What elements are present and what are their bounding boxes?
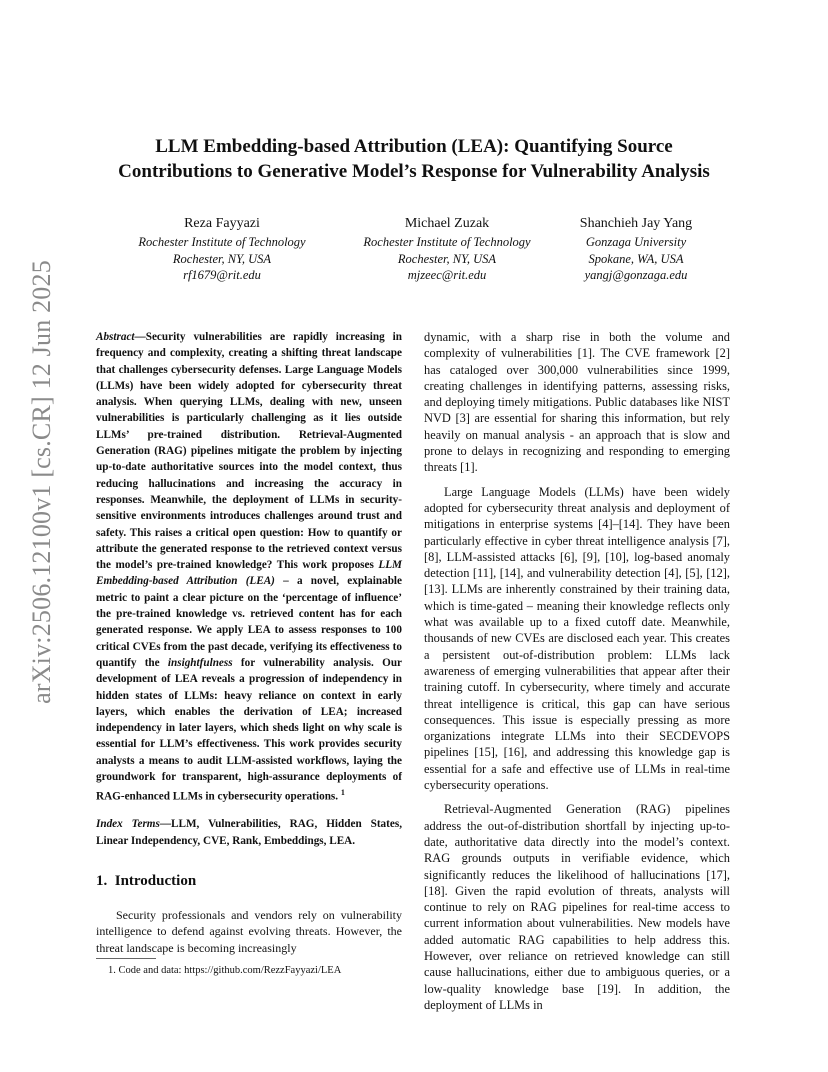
author-1 xyxy=(107,214,337,284)
title-line-1: LLM Embedding-based Attribution (LEA): Quantifying Source xyxy=(155,136,673,157)
title-line-2: Contributions to Generative Model’s Response for Vulnerability Analysis xyxy=(118,161,710,182)
right-paragraph-3: Retrieval-Augmented Generation (RAG) pipelines address the out-of-distribution shortfall by injecting up-to-date, authoritative data directly into the model’s context. RAG grounds outputs in verifiable evidence, which significantly reduces the likelihood of hallucinations [17], [18]. Given the rapid evolution of threats, analysts will continue to rely on RAG pipelines for real-time access to current information about vulnerabilities. New models have added automatic RAG capabilities to help address this. However, over reliance on retrieved knowledge can still cause hallucinations, either due to ambiguous queries, or a low-quality knowledge base [19]. In addition, the deployment of LLMs in xyxy=(424,802,730,1012)
author-name: Michael Zuzak xyxy=(404,216,490,231)
abstract-text-2: – a novel, explainable metric to paint a clear picture on the ‘percentage of influence’ the pre-trained knowledge vs. retrieved content has for each generated response. We apply LEA to assess responses to 100 critical CVEs from the past decade, verifying its effectiveness to quantify the xyxy=(96,575,402,669)
author-location: Rochester, NY, USA xyxy=(397,251,497,266)
index-terms-text: —LLM, Vulnerabilities, RAG, Hidden States, Linear Independency, CVE, Rank, Embeddings, LEA. xyxy=(96,818,402,847)
author-affiliation: Gonzaga University xyxy=(585,235,687,249)
index-terms xyxy=(96,816,402,849)
section-title: Introduction xyxy=(114,872,197,889)
abstract-text-3: for vulnerability analysis. Our development of LEA reveals a progression of independency in hidden states of LLMs: heavy reliance on context in early layers, which enables the derivation of LEA; increased independency in later layers, which sheds light on why scale is essential for LLM’s effectiveness. This work provides security analysts a means to audit LLM-assisted workflows, laying the groundwork for transparent, high-assurance deployments of RAG-enhanced LLMs in cybersecurity operations. xyxy=(96,656,403,804)
footnote-marker: 1 xyxy=(340,788,345,798)
arxiv-identifier-text: arXiv:2506.12100v1 [cs.CR] 12 Jun 2025 xyxy=(27,260,56,704)
footnote: 1. Code and data: https://github.com/RezzFayyazi/LEA xyxy=(108,965,342,976)
right-paragraph-2: Large Language Models (LLMs) have been widely adopted for cybersecurity threat analysis and deployment of mitigations in enterprise systems [4]–[14]. They have been particularly effective in cyber threat intelligence analysis [7], [8], LLM-assisted attacks [6], [9], [10], log-based anomaly detection [11], [14], and vulnerability detection [4], [5], [12], [13]. LLMs are inherently constrained by their training data, which is time-gated – meaning their knowledge reflects only what was available up to a fixed cutoff date. Meanwhile, thousands of new CVEs are disclosed each year. This creates a persistent out-of-distribution problem: LLMs lack awareness of emerging vulnerabilities that appear after their training cutoff. In cybersecurity, where timely and accurate threat intelligence is critical, this gap can have serious consequences. This issue is especially pressing as more organizations integrate LLMs into their SECDEVOPS pipelines [15], [16], and addressing this knowledge gap is essential for a safe and effective use of LLMs in real-time cybersecurity operations. xyxy=(424,484,730,793)
abstract-text-1: —Security vulnerabilities are rapidly increasing in frequency and complexity, creating a shifting threat landscape that challenges cybersecurity defenses. Large Language Models (LLMs) have been widely adopted for cybersecurity threat analysis. When querying LLMs, dealing with new, unseen vulnerabilities is particularly challenging as it lies outside LLMs’ pre-trained distribution. Retrieval-Augmented Generation (RAG) pipelines mitigate the problem by injecting up-to-date authoritative sources into the model context, thus reducing hallucinations and increasing the accuracy in responses. Meanwhile, the deployment of LLMs in security-sensitive environments introduces challenges around trust and safety. This raises a critical open question: How to quantify or attribute the generated response to the retrieved context versus the model’s pre-trained knowledge? This work proposes xyxy=(96,331,402,572)
author-name: Reza Fayyazi xyxy=(184,216,260,231)
author-3 xyxy=(521,214,751,284)
author-location: Rochester, NY, USA xyxy=(172,251,272,266)
section-heading xyxy=(96,873,402,889)
intro-paragraph-1: Security professionals and vendors rely on vulnerability intelligence to defend against evolving threats. However, the threat landscape is becoming increasingly xyxy=(96,908,402,955)
index-terms-label: Index Terms xyxy=(96,818,160,831)
left-column xyxy=(96,329,402,956)
footnote-divider xyxy=(96,958,156,959)
right-column xyxy=(424,329,730,1013)
arxiv-identifier xyxy=(20,260,64,704)
author-name: Shanchieh Jay Yang xyxy=(579,216,693,231)
author-affiliation: Rochester Institute of Technology xyxy=(138,235,306,249)
abstract-italic-1: LLM Embedding-based Attribution (LEA) xyxy=(96,559,402,588)
author-location: Spokane, WA, USA xyxy=(588,251,684,266)
abstract xyxy=(96,329,402,805)
abstract-italic-2: insightfulness xyxy=(167,656,233,669)
right-paragraph-1: dynamic, with a sharp rise in both the volume and complexity of vulnerabilities [1]. The CVE framework [2] has cataloged over 300,000 vulnerabilities since 1999, creating challenges in identifying patterns, assessing risks, and deploying timely mitigations. Public databases like NIST NVD [3] are essential for sharing this information, but rely heavily on manual analysis - an approach that is slow and prone to delays in recognizing and responding to emerging threats [1]. xyxy=(424,330,730,475)
author-affiliation: Rochester Institute of Technology xyxy=(363,235,531,249)
author-email: yangj@gonzaga.edu xyxy=(584,268,688,282)
author-email: rf1679@rit.edu xyxy=(183,268,261,282)
abstract-label: Abstract xyxy=(96,331,135,343)
paper-title xyxy=(90,134,738,184)
section-number: 1. xyxy=(96,872,108,889)
author-email: mjzeec@rit.edu xyxy=(407,268,487,282)
